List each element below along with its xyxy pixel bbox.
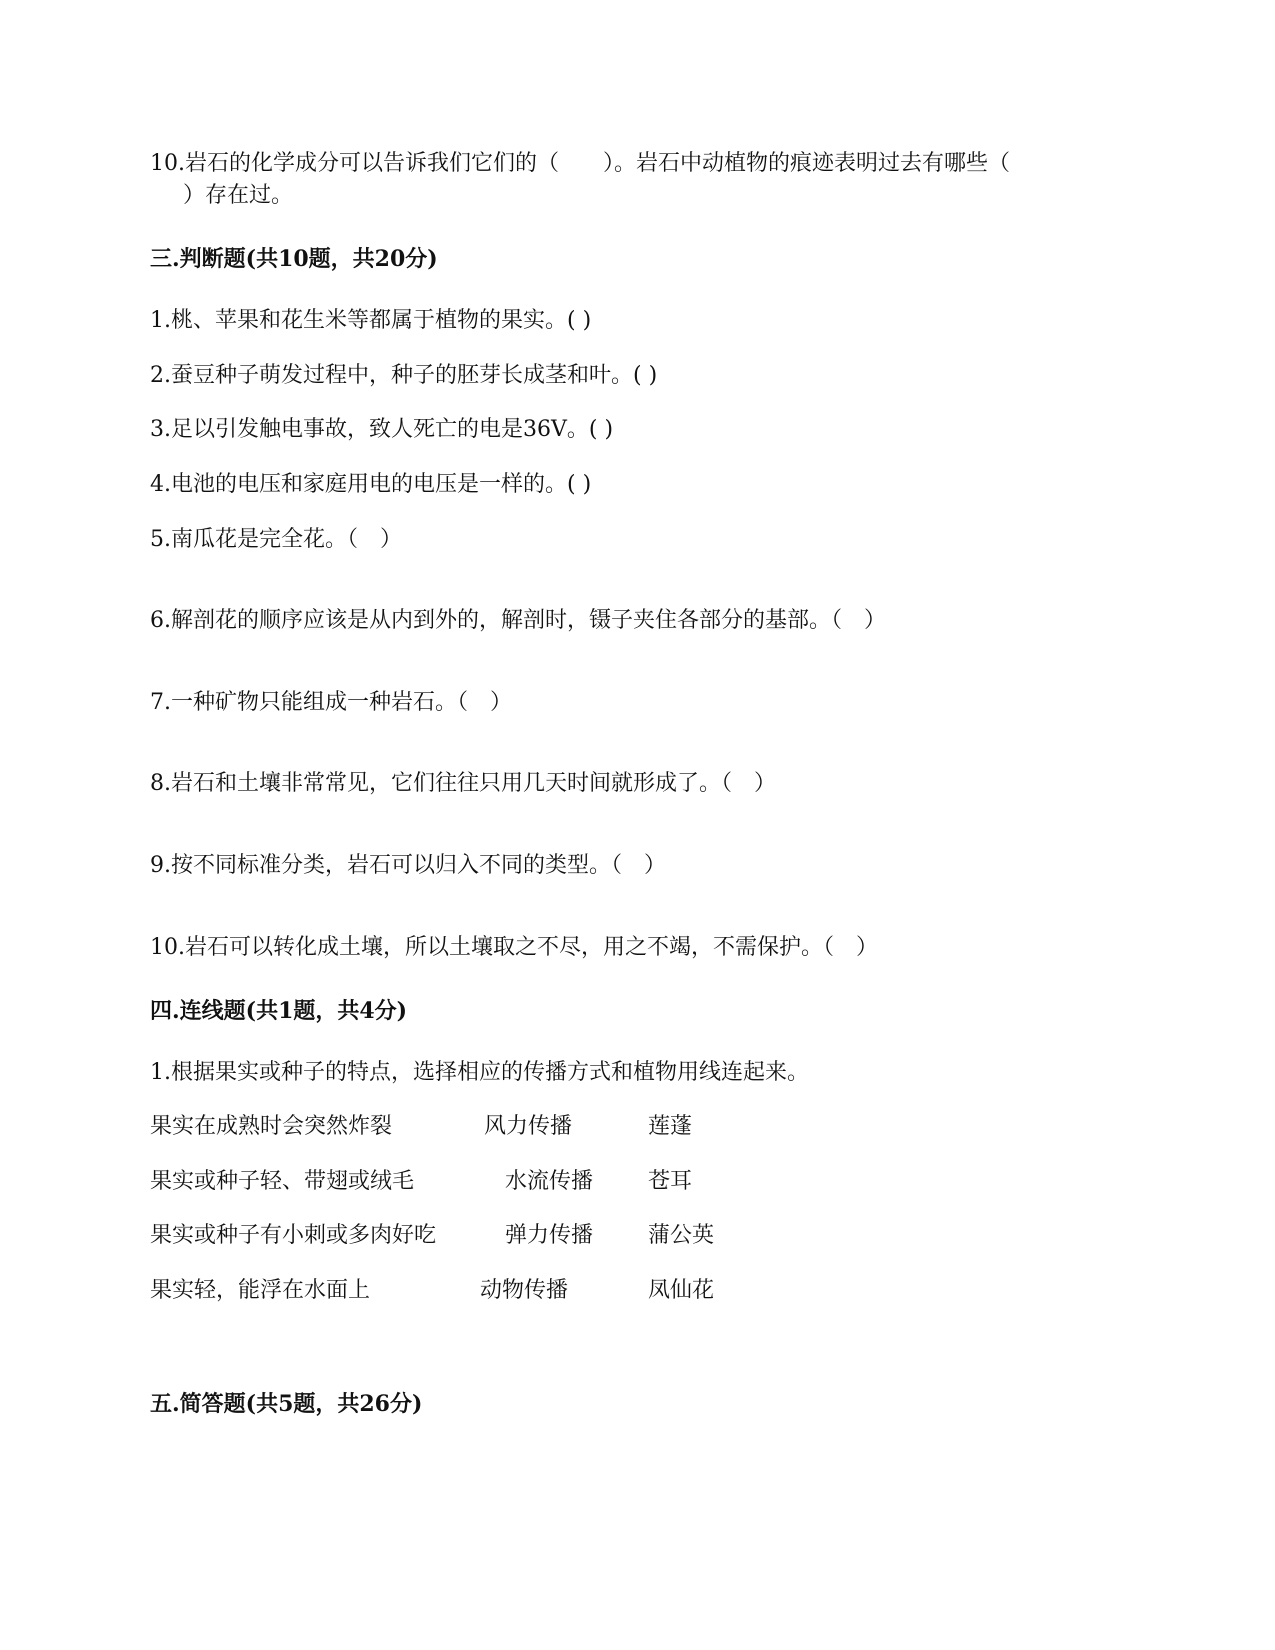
- judgement-question: 10.岩石可以转化成土壤，所以土壤取之不尽，用之不竭，不需保护。（ ）: [150, 935, 878, 960]
- judgement-question: 5.南瓜花是完全花。（ ）: [150, 527, 402, 552]
- matching-plant: 莲蓬: [648, 1114, 693, 1139]
- matching-feature: 果实或种子有小刺或多肉好吃: [150, 1223, 437, 1248]
- judgement-question: 7.一种矿物只能组成一种岩石。（ ）: [150, 690, 512, 715]
- matching-plant: 凤仙花: [648, 1278, 715, 1303]
- matching-feature: 果实轻，能浮在水面上: [150, 1278, 371, 1303]
- matching-method: 动物传播: [480, 1278, 569, 1303]
- fill-blank-q10-line2: ）存在过。: [183, 183, 294, 208]
- judgement-question: 9.按不同标准分类，岩石可以归入不同的类型。（ ）: [150, 853, 666, 878]
- judgement-question: 3.足以引发触电事故，致人死亡的电是36V。( ): [150, 417, 614, 442]
- short-answer-section-heading: 五.简答题(共5题，共26分): [150, 1391, 423, 1417]
- matching-section-heading: 四.连线题(共1题，共4分): [150, 998, 408, 1024]
- matching-feature: 果实或种子轻、带翅或绒毛: [150, 1169, 415, 1194]
- matching-method: 弹力传播: [505, 1223, 594, 1248]
- judgement-question: 4.电池的电压和家庭用电的电压是一样的。( ): [150, 472, 592, 497]
- matching-method: 水流传播: [505, 1169, 594, 1194]
- matching-plant: 苍耳: [648, 1169, 693, 1194]
- matching-feature: 果实在成熟时会突然炸裂: [150, 1114, 393, 1139]
- fill-blank-q10-line1: 10.岩石的化学成分可以告诉我们它们的（ ）。岩石中动植物的痕迹表明过去有哪些（: [150, 151, 1010, 176]
- judgement-question: 8.岩石和土壤非常常见，它们往往只用几天时间就形成了。（ ）: [150, 771, 776, 796]
- matching-method: 风力传播: [484, 1114, 573, 1139]
- matching-plant: 蒲公英: [648, 1223, 715, 1248]
- judgement-section-heading: 三.判断题(共10题，共20分): [150, 246, 438, 272]
- judgement-question: 2.蚕豆种子萌发过程中，种子的胚芽长成茎和叶。( ): [150, 363, 658, 388]
- judgement-question: 6.解剖花的顺序应该是从内到外的，解剖时，镊子夹住各部分的基部。（ ）: [150, 608, 886, 633]
- judgement-question: 1.桃、苹果和花生米等都属于植物的果实。( ): [150, 308, 592, 333]
- matching-prompt: 1.根据果实或种子的特点，选择相应的传播方式和植物用线连起来。: [150, 1060, 809, 1085]
